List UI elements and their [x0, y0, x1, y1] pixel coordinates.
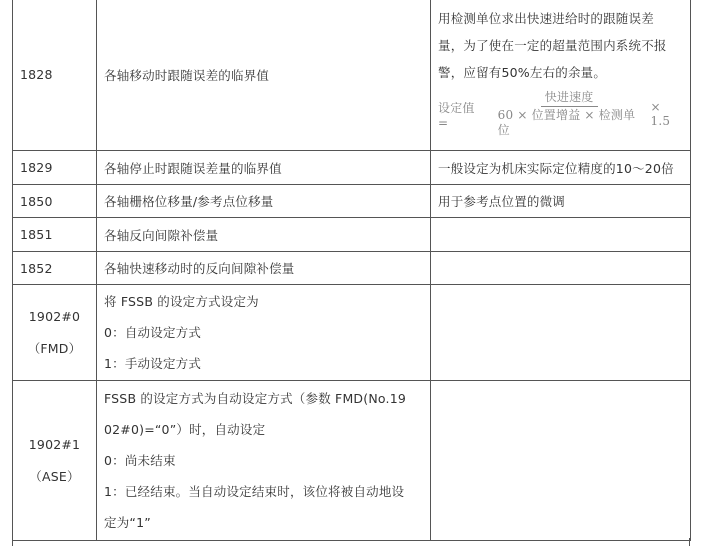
param-desc: 一般设定为机床实际定位精度的10～20倍 — [438, 160, 674, 176]
param-number: 1902#1 — [28, 436, 81, 452]
param-number-cell — [13, 185, 97, 218]
param-name-cell — [97, 185, 431, 218]
param-number: 1829 — [20, 160, 53, 175]
param-desc-cell — [431, 185, 691, 218]
param-number-cell — [13, 0, 97, 151]
table-row — [13, 0, 691, 151]
param-number-cell — [13, 252, 97, 285]
param-name: 各轴移动时跟随误差的临界值 — [104, 67, 270, 83]
desc-line: 量，为了使在一定的超量范围内系统不报 — [438, 38, 667, 53]
name-line: 0：自动设定方式 — [104, 325, 202, 340]
param-name: 各轴反向间隙补偿量 — [104, 227, 219, 243]
desc-line: 用检测单位求出快速进给时的跟随误差 — [438, 11, 654, 26]
name-line: 0：尚未结束 — [104, 453, 176, 468]
param-number: 1850 — [20, 193, 53, 209]
name-line: 02#0)=“0”）时，自动设定 — [104, 422, 266, 437]
name-line: 1：手动设定方式 — [104, 356, 202, 371]
param-number: 1828 — [20, 67, 53, 82]
table-row — [13, 151, 691, 185]
param-desc-cell — [431, 285, 691, 381]
formula-denominator: 60 × 位置增益 × 检测单位 — [497, 108, 636, 137]
param-abbrev: （FMD） — [27, 340, 82, 356]
param-desc-cell — [431, 151, 691, 185]
param-number-cell — [13, 285, 97, 381]
formula-lhs: 设定值 = — [438, 100, 475, 130]
param-number: 1851 — [20, 227, 53, 242]
param-number-cell — [13, 218, 97, 252]
table-row — [13, 218, 691, 252]
param-number-cell — [13, 151, 97, 185]
table-row — [13, 285, 691, 381]
name-line: 将 FSSB 的设定方式设定为 — [104, 294, 259, 309]
param-desc-cell — [431, 381, 691, 541]
name-line: FSSB 的设定方式为自动设定方式（参数 FMD(No.19 — [104, 391, 406, 406]
param-number: 1902#0 — [28, 308, 81, 324]
param-name: 各轴快速移动时的反向间隙补偿量 — [104, 261, 295, 276]
formula-multiplier: × 1.5 — [650, 100, 671, 128]
param-name-cell — [97, 151, 431, 185]
param-name: 各轴停止时跟随误差量的临界值 — [104, 160, 282, 176]
table-row — [13, 185, 691, 218]
param-desc: 用于参考点位置的微调 — [438, 194, 566, 209]
desc-line: 警，应留有50%左右的余量。 — [438, 65, 607, 80]
param-desc-cell — [431, 252, 691, 285]
param-number: 1852 — [20, 260, 53, 276]
next-row-edge — [12, 538, 690, 546]
param-name-cell — [97, 218, 431, 252]
param-desc-cell — [431, 0, 691, 151]
formula-numerator: 快进速度 — [541, 90, 598, 107]
param-name-cell — [97, 285, 431, 381]
name-line: 1：已经结束。当自动设定结束时，该位将被自动地设 — [104, 484, 405, 499]
param-name: 各轴栅格位移量/参考点位移量 — [104, 194, 274, 209]
param-abbrev: （ASE） — [29, 468, 80, 484]
param-desc-cell — [431, 218, 691, 252]
param-number-cell — [13, 381, 97, 541]
param-name-cell — [97, 381, 431, 541]
table-row — [13, 381, 691, 541]
formula — [438, 90, 683, 138]
param-name-cell — [97, 0, 431, 151]
table-row — [13, 252, 691, 285]
param-name-cell — [97, 252, 431, 285]
name-line: 定为“1” — [104, 515, 151, 530]
formula-fraction — [494, 90, 645, 138]
parameter-table — [12, 0, 691, 541]
